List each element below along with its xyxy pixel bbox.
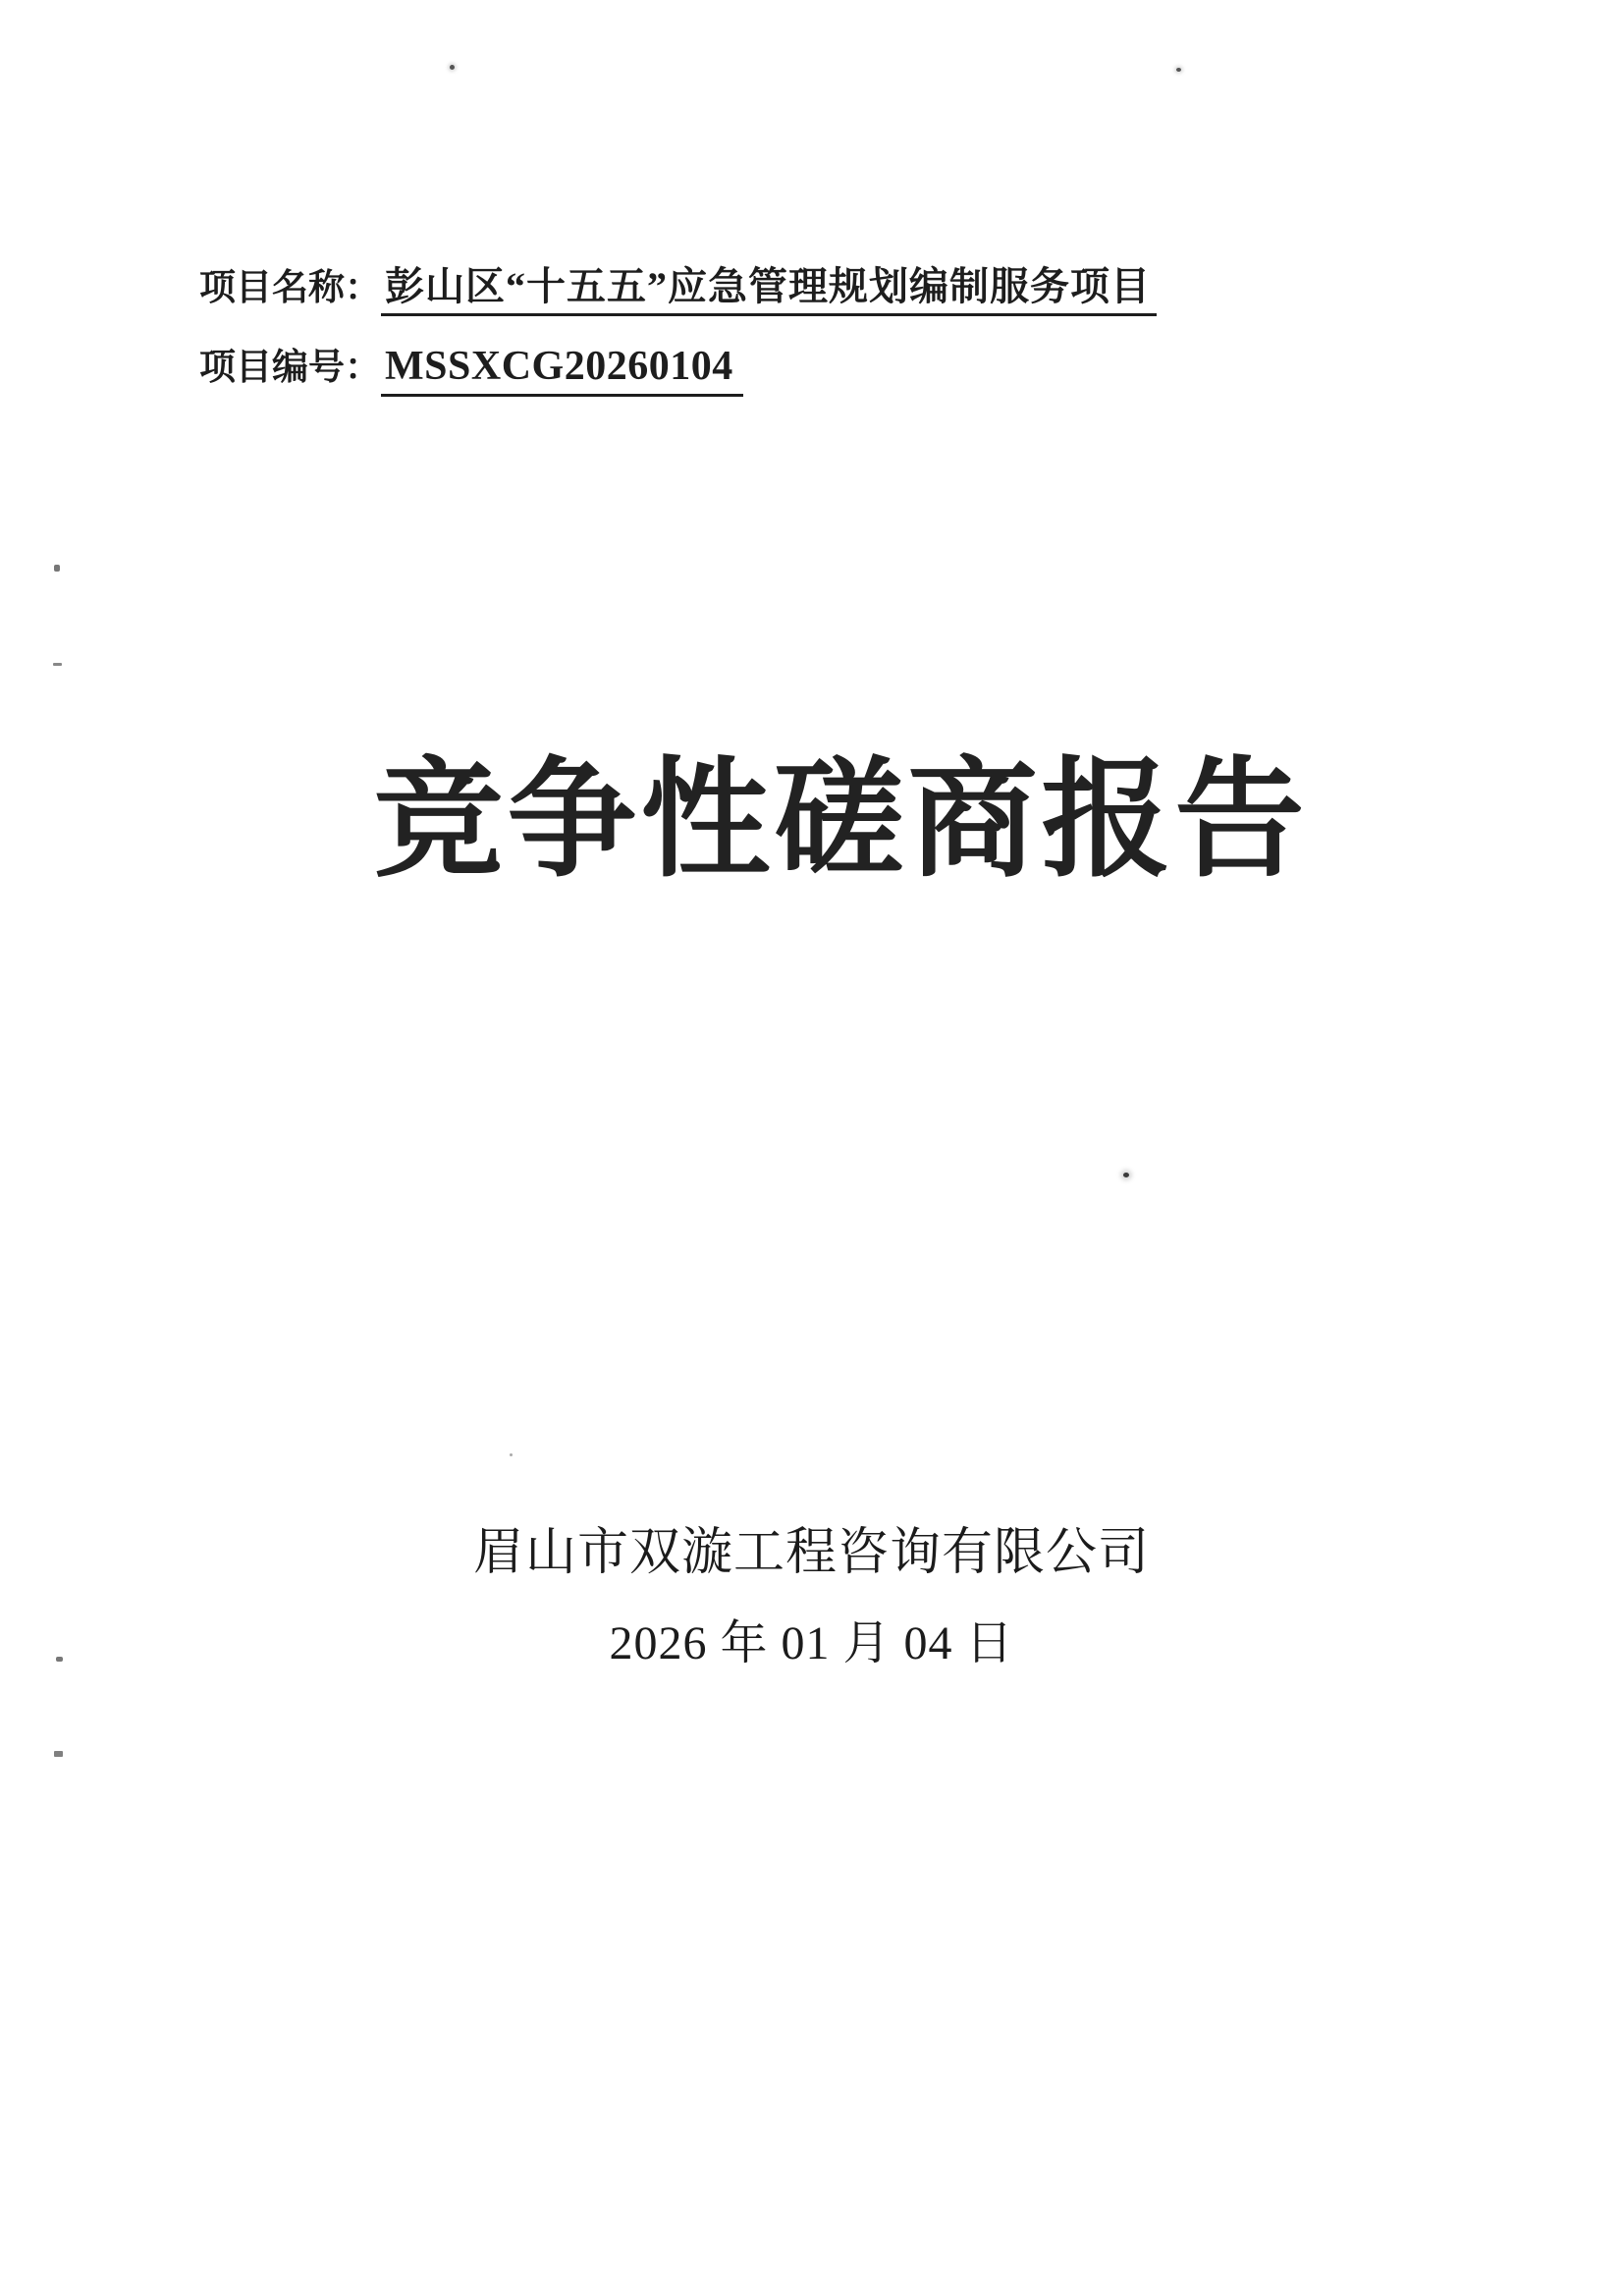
project-name-label: 项目名称： (199, 268, 381, 308)
project-number-value: MSSXCG20260104 (381, 346, 743, 397)
scan-speck (54, 565, 60, 572)
scan-speck (1176, 68, 1181, 72)
scan-speck (450, 65, 455, 70)
project-name-value: 彭山区“十五五”应急管理规划编制服务项目 (381, 267, 1157, 316)
project-name-line (199, 264, 1157, 316)
project-number-label: 项目编号： (199, 348, 381, 388)
scan-speck (53, 663, 62, 666)
scan-speck (1123, 1173, 1129, 1177)
issue-date: 2026 年 01 月 04 日 (609, 1617, 1014, 1669)
company-name: 眉山市双漩工程咨询有限公司 (472, 1525, 1150, 1581)
scan-speck (54, 1751, 63, 1757)
scan-speck (510, 1453, 513, 1456)
project-number-line (199, 346, 743, 397)
page-title: 竞争性磋商报告 (373, 748, 1309, 893)
